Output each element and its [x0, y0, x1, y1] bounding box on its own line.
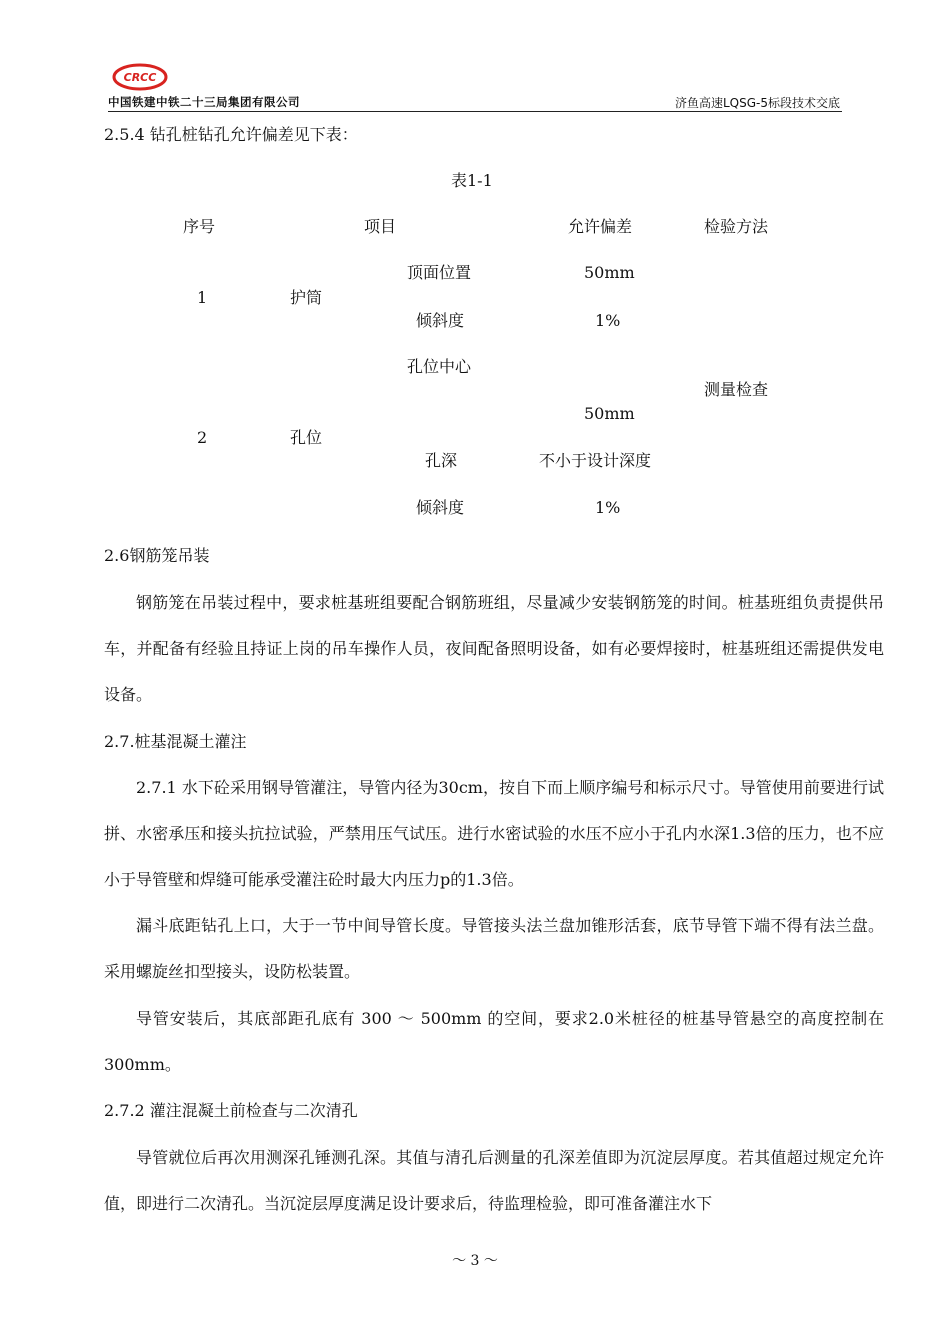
- paragraph: 导管就位后再次用测深孔锤测孔深。其值与清孔后测量的孔深差值即为沉淀层厚度。若其值超过规定允许值，即进行二次清孔。当沉淀层厚度满足设计要求后，待监理检验，即可准备灌注水下: [104, 1148, 884, 1213]
- table-cell-tolerance: 不小于设计深度: [539, 451, 652, 470]
- table-cell-item: 孔位: [290, 428, 323, 447]
- paragraph: 钢筋笼在吊装过程中，要求桩基班组要配合钢筋班组，尽量减少安装钢筋笼的时间。桩基班组负责提供吊车，并配备有经验且持证上岗的吊车操作人员，夜间配备照明设备，如有必要焊接时，桩基班组还需提供发电设备。: [104, 593, 884, 704]
- company-name: 中国铁建中铁二十三局集团有限公司: [108, 95, 300, 109]
- company-logo-icon: [112, 62, 168, 92]
- page-number: ～ 3 ～: [452, 1253, 498, 1269]
- section-heading-2-5-4: 2.5.4 钻孔桩钻孔允许偏差见下表：: [104, 125, 358, 144]
- table-cell-item: 护筒: [290, 288, 323, 307]
- table-cell-subitem: 孔位中心: [407, 357, 472, 376]
- table-header-item: 项目: [364, 217, 397, 236]
- table-cell-subitem: 顶面位置: [407, 263, 472, 282]
- table-cell-subitem: 孔深: [425, 451, 458, 470]
- table-header-method: 检验方法: [704, 217, 769, 236]
- paragraph: 漏斗底距钻孔上口，大于一节中间导管长度。导管接头法兰盘加锥形活套，底节导管下端不得有法兰盘。采用螺旋丝扣型接头，设防松装置。: [104, 916, 884, 981]
- table-cell-no: 2: [197, 428, 208, 447]
- paragraph: 导管安装后，其底部距孔底有 300 ～ 500mm 的空间，要求2.0米桩径的桩基导管悬空的高度控制在300mm。: [104, 1009, 884, 1074]
- svg-text:CRCC: CRCC: [123, 71, 157, 84]
- table-header-tolerance: 允许偏差: [568, 217, 633, 236]
- table-caption: 表1-1: [451, 171, 493, 190]
- table-cell-subitem: 倾斜度: [416, 498, 465, 517]
- table-cell-no: 1: [197, 288, 208, 307]
- section-heading-2-7: 2.7.桩基混凝土灌注: [104, 732, 247, 751]
- table-cell-tolerance: 50mm: [584, 404, 635, 423]
- table-cell-method: 测量检查: [704, 380, 769, 399]
- project-title: 济鱼高速LQSG-5标段技术交底: [674, 96, 840, 110]
- table-cell-tolerance: 1%: [595, 498, 621, 517]
- paragraph: 2.7.1 水下砼采用钢导管灌注，导管内径为30cm，按自下而上顺序编号和标示尺寸。导管使用前要进行试拼、水密承压和接头抗拉试验，严禁用压气试压。进行水密试验的水压不应小于孔内水深1.3倍的压力，也不应小于导管壁和焊缝可能承受灌注砼时最大内压力p的1.3倍。: [104, 778, 884, 889]
- section-heading-2-7-2: 2.7.2 灌注混凝土前检查与二次清孔: [104, 1101, 358, 1120]
- table-header-no: 序号: [183, 217, 216, 236]
- table-cell-tolerance: 50mm: [584, 263, 635, 282]
- header-divider: [108, 111, 842, 112]
- section-heading-2-6: 2.6钢筋笼吊装: [104, 546, 210, 565]
- table-cell-tolerance: 1%: [595, 311, 621, 330]
- table-cell-subitem: 倾斜度: [416, 311, 465, 330]
